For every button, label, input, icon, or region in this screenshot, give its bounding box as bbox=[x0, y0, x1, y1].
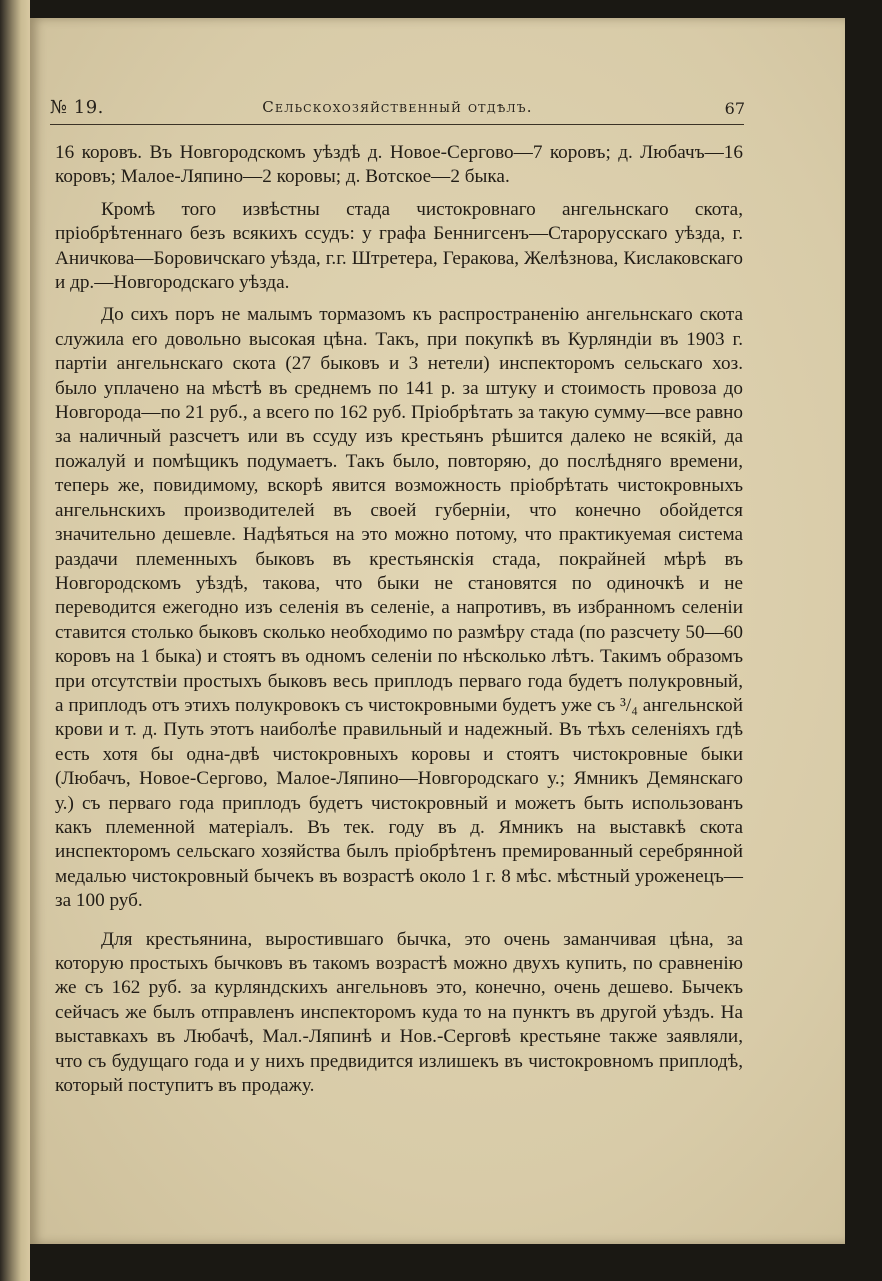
running-header bbox=[50, 97, 745, 123]
issue-number: № 19. bbox=[50, 97, 104, 118]
article-body bbox=[55, 141, 743, 1098]
paragraph: Кромѣ того извѣстны стада чистокровнаго ангельнскаго скота, пріобрѣтеннаго безъ всякихъ ссудъ: у графа Беннигсенъ—Старорусскаго уѣзда, г. Аничкова—Боровичскаго уѣзда, г.г. Штретера, Геракова, Желѣзнова, Кислаковскаго и др.—Новгородскаго уѣзда. bbox=[55, 198, 743, 294]
section-title: Сельскохозяйственный отдѣлъ. bbox=[262, 98, 533, 116]
paragraph: Для крестьянина, выростившаго бычка, это очень заманчивая цѣна, за которую простыхъ бычковъ въ такомъ возрастѣ можно двухъ купить, по сравненію же съ 162 руб. за курляндскихъ ангельновъ это, конечно, очень дешево. Бычекъ сейчасъ же былъ отправленъ инспекторомъ куда то на пунктъ въ другой уѣздъ. На выставкахъ въ Любачѣ, Мал.-Ляпинѣ и Нов.-Серговѣ крестьяне также заявляли, что съ будущаго года и у нихъ предвидится излишекъ въ чистокровномъ приплодѣ, который поступитъ въ продажу. bbox=[55, 928, 743, 1097]
book-binding-edge bbox=[0, 0, 30, 1281]
paragraph: 16 коровъ. Въ Новгородскомъ уѣздѣ д. Новое-Сергово—7 коровъ; д. Любачъ—16 коровъ; Малое-Ляпино—2 коровы; д. Вотское—2 быка. bbox=[55, 142, 743, 188]
header-rule bbox=[50, 124, 744, 125]
paragraph: До сихъ поръ не малымъ тормазомъ къ распространенію ангельнскаго скота служила его довольно высокая цѣна. Такъ, при покупкѣ въ Курляндіи въ 1903 г. партіи ангельнскаго скота (27 быковъ и 3 нетели) инспекторомъ сельскаго хоз. было уплачено на мѣстѣ въ среднемъ по 141 р. за штуку и стоимость провоза до Новгорода—по 21 руб., а всего по 162 руб. Пріобрѣтать за такую сумму—все равно за наличный разсчетъ или въ ссуду изъ крестьянъ рѣшится далеко не всякій, да пожалуй и помѣщикъ подумаетъ. Такъ было, повторяю, до послѣдняго времени, теперь же, повидимому, вскорѣ явится возможность пріобрѣтать чистокровныхъ ангельнскихъ производителей въ своей губерніи, что конечно обойдется значительно дешевле. Надѣяться на это можно потому, что практикуемая система раздачи племенныхъ быковъ въ крестьянскія стада, покрайней мѣрѣ въ Новгородскомъ уѣздѣ, такова, что быки не становятся по одиночкѣ и не переводится ежегодно изъ селенія въ селеніе, а напротивъ, въ избранномъ селеніи ставится столько быковъ сколько необходимо по размѣру стада (по разсчету 50—60 коровъ на 1 быка) и стоятъ въ одномъ селеніи по нѣсколько лѣтъ. Такимъ образомъ при отсутствіи простыхъ быковъ весь приплодъ перваго года будетъ полукровный, а приплодъ отъ этихъ полукровокъ съ чистокровными будетъ уже съ ³/₄ ангельнской крови и т. д. Путь этотъ наиболѣе правильный и надежный. Въ тѣхъ селеніяхъ гдѣ есть хотя бы одна-двѣ чистокровныхъ коровы и стоятъ чистокровные быки (Любачъ, Новое-Сергово, Малое-Ляпино—Новгородскаго у.; Ямникъ Демянскаго у.) съ перваго года приплодъ будетъ чистокровный и можетъ быть использованъ какъ племенной матеріалъ. Въ тек. году въ д. Ямникъ на выставкѣ скота инспекторомъ сельскаго хозяйства былъ пріобрѣтенъ премированный серебрянной медалью чистокровный бычекъ въ возрастѣ около 1 г. 8 мѣс. мѣстный уроженецъ—за 100 руб. bbox=[55, 304, 743, 912]
page-number: 67 bbox=[724, 99, 745, 118]
